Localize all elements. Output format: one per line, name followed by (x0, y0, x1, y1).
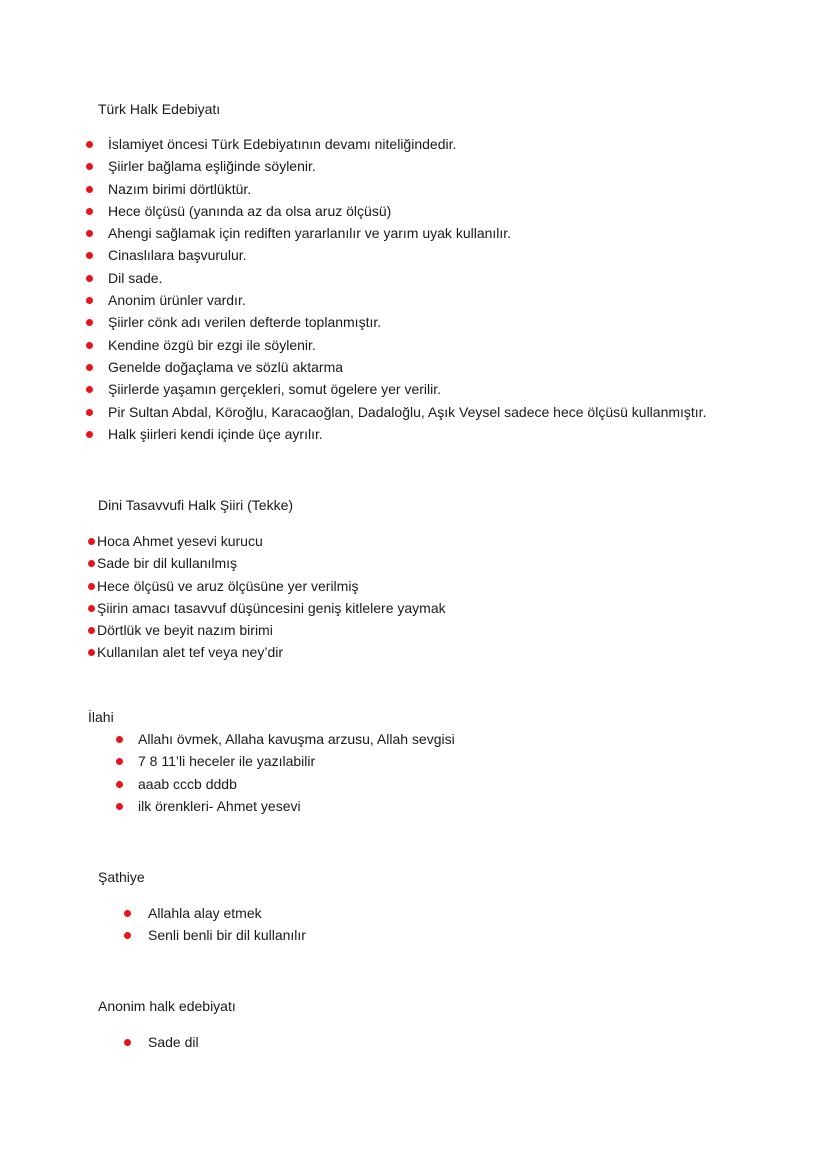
bullet-icon (88, 560, 95, 567)
bullet-icon (86, 163, 93, 170)
bullet-icon (116, 736, 123, 743)
bullet-icon (116, 803, 123, 810)
bullet-icon (86, 319, 93, 326)
bullet-icon (116, 781, 123, 788)
bullet-icon (86, 386, 93, 393)
bullet-icon (86, 230, 93, 237)
bullet-icon (88, 538, 95, 545)
bullet-icon (88, 583, 95, 590)
bullet-icon (86, 186, 93, 193)
bullet-icon (124, 1039, 131, 1046)
bullet-icon (86, 208, 93, 215)
bullet-icon (116, 758, 123, 765)
section-heading-turk-halk-edebiyati: Türk Halk Edebiyatı (98, 101, 221, 117)
bullet-icon (124, 910, 131, 917)
bullet-icon (88, 605, 95, 612)
bullet-icon (86, 252, 93, 259)
bullet-icon (86, 141, 93, 148)
section-heading-sathiye: Şathiye (98, 869, 145, 885)
bullet-icon (86, 431, 93, 438)
section-heading-ilahi: İlahi (88, 709, 114, 725)
bullet-icon (86, 364, 93, 371)
section-heading-dini-tasavvufi: Dini Tasavvufi Halk Şiiri (Tekke) (98, 497, 294, 513)
bullet-icon (86, 275, 93, 282)
bullet-icon (124, 932, 131, 939)
bullet-icon (86, 342, 93, 349)
bullet-icon (86, 409, 93, 416)
bullet-icon (86, 297, 93, 304)
section-heading-anonim-halk-edebiyati: Anonim halk edebiyatı (98, 998, 236, 1014)
bullet-icon (88, 627, 95, 634)
bullet-icon (88, 649, 95, 656)
